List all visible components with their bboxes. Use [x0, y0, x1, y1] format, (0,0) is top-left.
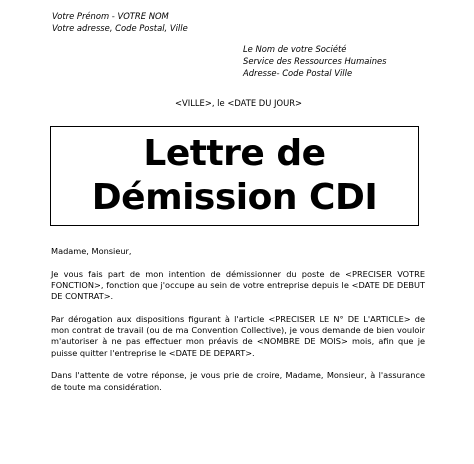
recipient-block [243, 43, 387, 79]
paragraph-closing: Dans l'attente de votre réponse, je vous prie de croire, Madame, Monsieur, à l'assurance de toute ma considération. [51, 370, 425, 392]
sender-block [52, 10, 188, 34]
title-line-1: Lettre de [143, 133, 326, 174]
recipient-company: Le Nom de votre Société [243, 44, 347, 54]
title-line-2: Démission CDI [91, 177, 378, 218]
paragraph-resignation: Je vous fais part de mon intention de démissionner du poste de <PRECISER VOTRE FONCTION>, fonction que j'occupe au sein de votre entreprise depuis le <DATE DE DEBUT DE CONTRAT>. [51, 268, 425, 302]
sender-address: Votre adresse, Code Postal, Ville [52, 23, 188, 33]
letter-body [51, 246, 425, 404]
recipient-address: Adresse- Code Postal Ville [243, 68, 353, 78]
sender-name: Votre Prénom - VOTRE NOM [52, 11, 169, 21]
place-and-date: <VILLE>, le <DATE DU JOUR> [175, 98, 303, 108]
salutation: Madame, Monsieur, [51, 246, 132, 256]
paragraph-notice-waiver: Par dérogation aux dispositions figurant à l'article <PRECISER LE N° DE L'ARTICLE> de mon contrat de travail (ou de ma Convention Collective), je vous demande de bien vouloir m'autoriser à ne pas effectuer mon préavis de <NOMBRE DE MOIS> mois, afin que je puisse quitter l'entreprise le <DATE DE DEPART>. [51, 313, 425, 358]
recipient-department: Service des Ressources Humaines [243, 56, 387, 66]
title-box [50, 126, 419, 226]
